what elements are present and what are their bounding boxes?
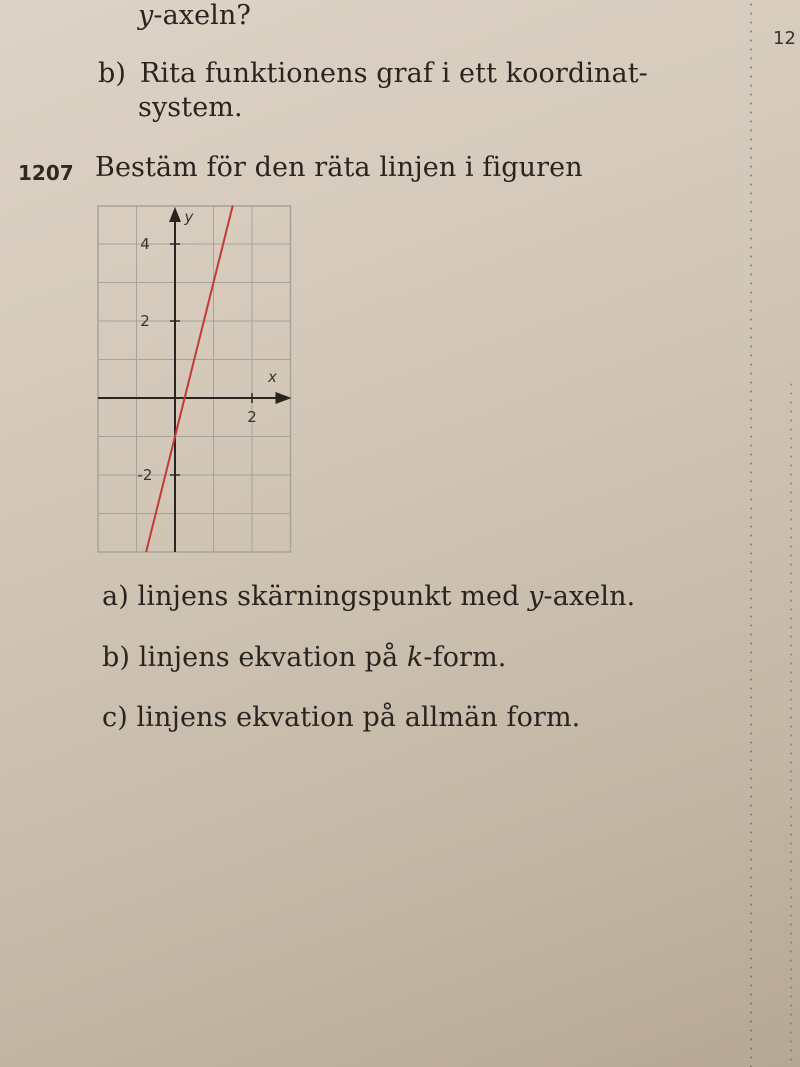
prev-task-b-label: b) (98, 58, 127, 89)
part-a-text-pre: linjens skärningspunkt med (137, 581, 529, 612)
cut-top-var: y (138, 0, 154, 31)
part-a-text-post: -axeln. (543, 581, 636, 612)
part-b-text-post: -form. (423, 642, 507, 673)
part-b-var: k (406, 642, 424, 673)
y-tick-label-4: 4 (140, 235, 150, 253)
x-axis-arrow (276, 392, 292, 404)
page-edge-dotted-line (790, 380, 792, 1067)
grid-frame (98, 206, 291, 552)
task-number: 1207 (18, 161, 74, 185)
cut-top-line (138, 0, 251, 31)
y-axis-arrow (169, 207, 181, 222)
prev-task-b-line1: Rita funktionens graf i ett koordinat- (140, 58, 648, 89)
prev-task-b-line2: system. (138, 92, 243, 123)
data-line-series (146, 206, 233, 553)
part-c-text-pre: linjens ekvation på allmän form. (136, 702, 581, 733)
part-a-var: y (528, 581, 544, 612)
x-axis-label: x (268, 368, 277, 386)
page-margin-dotted-line (750, 0, 752, 1067)
task-prompt: Bestäm för den räta linjen i figuren (95, 152, 583, 183)
part-b-label: b) (102, 642, 131, 673)
part-b (102, 642, 506, 673)
coordinate-graph (95, 203, 300, 553)
y-tick-label-neg2: -2 (137, 466, 153, 484)
y-tick-label-2: 2 (140, 312, 150, 330)
part-c (102, 702, 580, 733)
y-axis-label: y (184, 208, 194, 226)
page-number: 12 (773, 28, 796, 49)
part-a-label: a) (102, 581, 129, 612)
part-c-label: c) (102, 702, 128, 733)
x-tick-label-2: 2 (247, 408, 257, 426)
cut-top-text: -axeln? (153, 0, 251, 31)
part-b-text-pre: linjens ekvation på (138, 642, 407, 673)
part-a (102, 581, 635, 612)
